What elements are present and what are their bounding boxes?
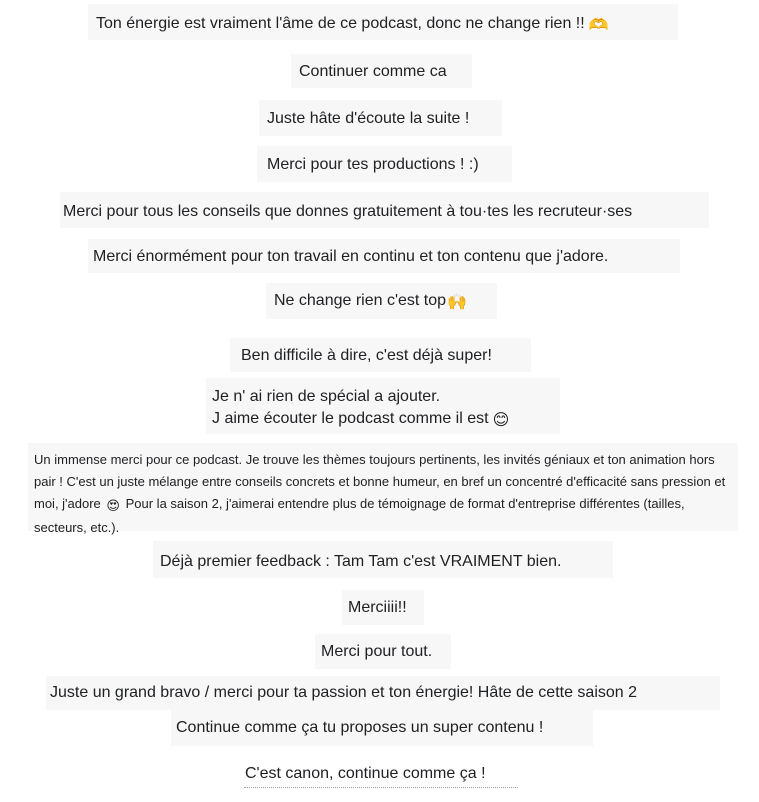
comment-text: Merci énormément pour ton travail en continu et ton contenu que j'adore. [93, 248, 609, 265]
comment-card [60, 192, 709, 228]
comment-text: Un immense merci pour ce podcast. Je trouve les thèmes toujours pertinents, les invités géniaux et ton animation hors pair ! C'est un juste mélange entre conseils concrets et bonne humeur, en bref un concentré d'efficacité sans pression et moi, j'adore [34, 452, 726, 511]
comment-card [315, 634, 451, 669]
comment-card [153, 541, 613, 578]
comment-text: Ton énergie est vraiment l'âme de ce podcast, donc ne change rien !! [96, 15, 585, 32]
comment-card [241, 760, 522, 786]
comment-card [88, 4, 678, 40]
comment-card [291, 54, 472, 88]
comment-text: Juste un grand bravo / merci pour ta passion et ton énergie! Hâte de cette saison 2 [50, 684, 638, 701]
heart-eyes-icon: 😍 [106, 498, 120, 513]
comment-text: Merci pour tes productions ! :) [267, 156, 479, 173]
comment-text: Continue comme ça tu proposes un super contenu ! [176, 719, 544, 736]
comment-card [46, 676, 720, 710]
comment-text: C'est canon, continue comme ça ! [245, 765, 486, 782]
smiling-face-icon: 😊 [492, 412, 510, 429]
comment-card [342, 590, 424, 625]
comment-text: Pour la saison 2, j'aimerai entendre plus de témoignage de format d'entreprise différentes (tailles, secteurs, etc.). [34, 496, 685, 535]
comment-text: Merciiii!! [348, 599, 407, 616]
comment-card [230, 338, 531, 372]
comment-card [206, 378, 560, 434]
comment-card [171, 710, 593, 746]
comment-card [28, 443, 738, 535]
comment-text: Continuer comme ca [299, 63, 447, 80]
comment-text: Merci pour tous les conseils que donnes gratuitement à tou·tes les recruteur·ses [63, 203, 633, 220]
comment-card [266, 283, 497, 319]
comment-text: Juste hâte d'écoute la suite ! [267, 110, 470, 127]
comment-card [257, 146, 512, 182]
comment-card [259, 100, 502, 136]
comment-text: Ben difficile à dire, c'est déjà super! [241, 347, 492, 364]
raised-hands-icon: 🙌 [447, 294, 467, 311]
comment-text: Ne change rien c'est top [274, 292, 447, 309]
comment-line: J aime écouter le podcast comme il est 😊 [212, 408, 554, 432]
comment-card [88, 239, 680, 273]
heart-hands-icon: 🫶 [588, 17, 609, 34]
comment-line: Je n' ai rien de spécial a ajouter. [212, 388, 441, 405]
comment-text: Merci pour tout. [321, 643, 433, 660]
comment-text: Déjà premier feedback : Tam Tam c'est VRAIMENT bien. [160, 553, 562, 570]
dotted-underline [244, 787, 518, 788]
